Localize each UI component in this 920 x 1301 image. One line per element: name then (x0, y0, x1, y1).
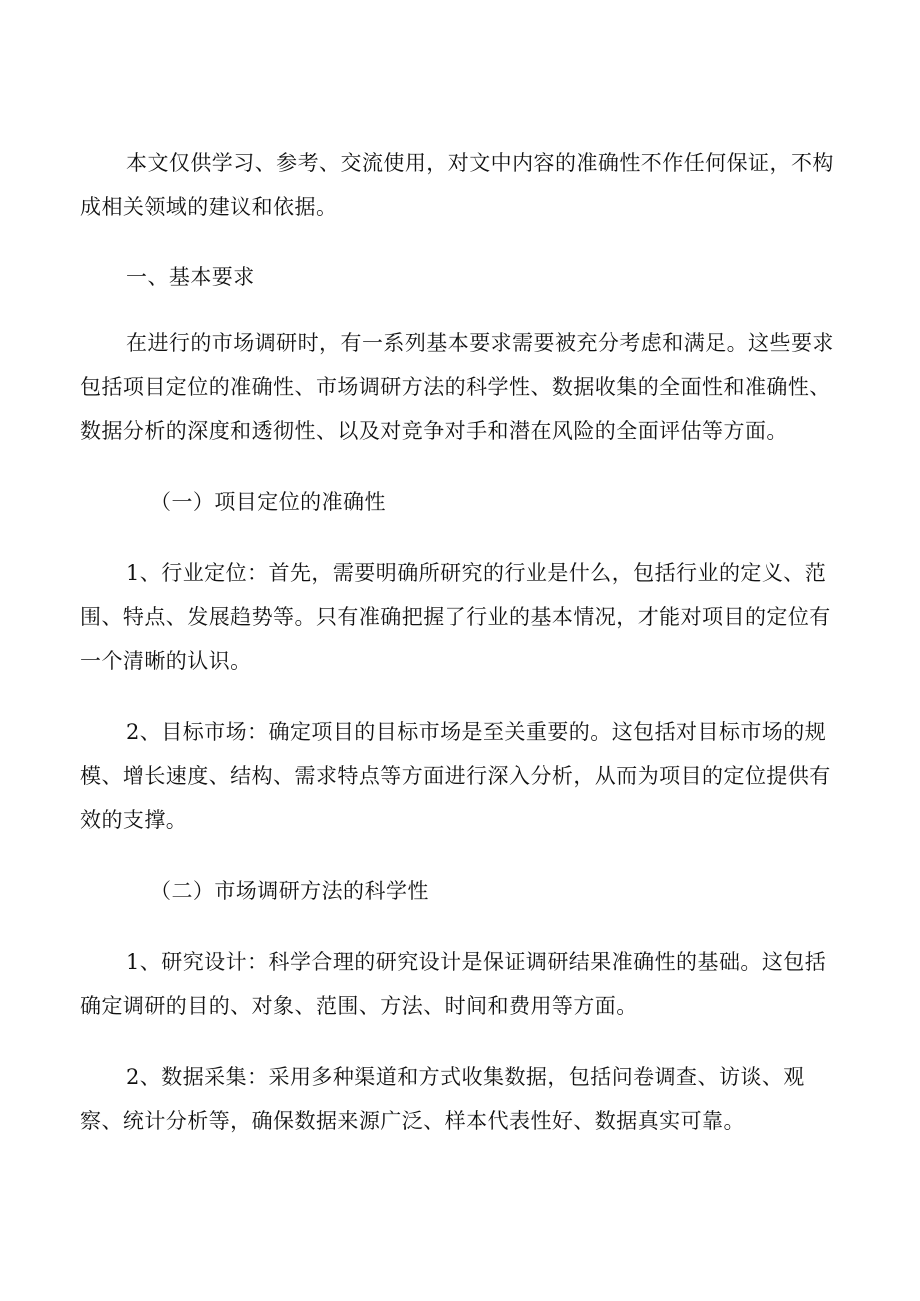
data-collection-paragraph: 2、数据采集：采用多种渠道和方式收集数据，包括问卷调查、访谈、观察、统计分析等，确保数据来源广泛、样本代表性好、数据真实可靠。 (80, 1065, 805, 1133)
target-market-paragraph: 2、目标市场：确定项目的目标市场是至关重要的。这包括对目标市场的规模、增长速度、结构、需求特点等方面进行深入分析，从而为项目的定位提供有效的支撑。 (80, 720, 831, 832)
subsection-heading-project-positioning: （一）项目定位的准确性 (150, 490, 386, 514)
section-intro-paragraph: 在进行的市场调研时，有一系列基本要求需要被充分考虑和满足。这些要求包括项目定位的准确性、市场调研方法的科学性、数据收集的全面性和准确性、数据分析的深度和透彻性、以及对竞争对手和潜在风险的全面评估等方面。 (80, 331, 834, 443)
subsection-heading-research-methods: （二）市场调研方法的科学性 (150, 879, 429, 903)
research-design-paragraph: 1、研究设计：科学合理的研究设计是保证调研结果准确性的基础。这包括确定调研的目的、对象、范围、方法、时间和费用等方面。 (80, 950, 827, 1018)
document-body (80, 141, 840, 1143)
industry-positioning-paragraph: 1、行业定位：首先，需要明确所研究的行业是什么，包括行业的定义、范围、特点、发展趋势等。只有准确把握了行业的基本情况，才能对项目的定位有一个清晰的认识。 (80, 561, 831, 673)
disclaimer-paragraph: 本文仅供学习、参考、交流使用，对文中内容的准确性不作任何保证，不构成相关领域的建议和依据。 (80, 151, 834, 219)
section-heading-basic-requirements: 一、基本要求 (126, 265, 255, 289)
